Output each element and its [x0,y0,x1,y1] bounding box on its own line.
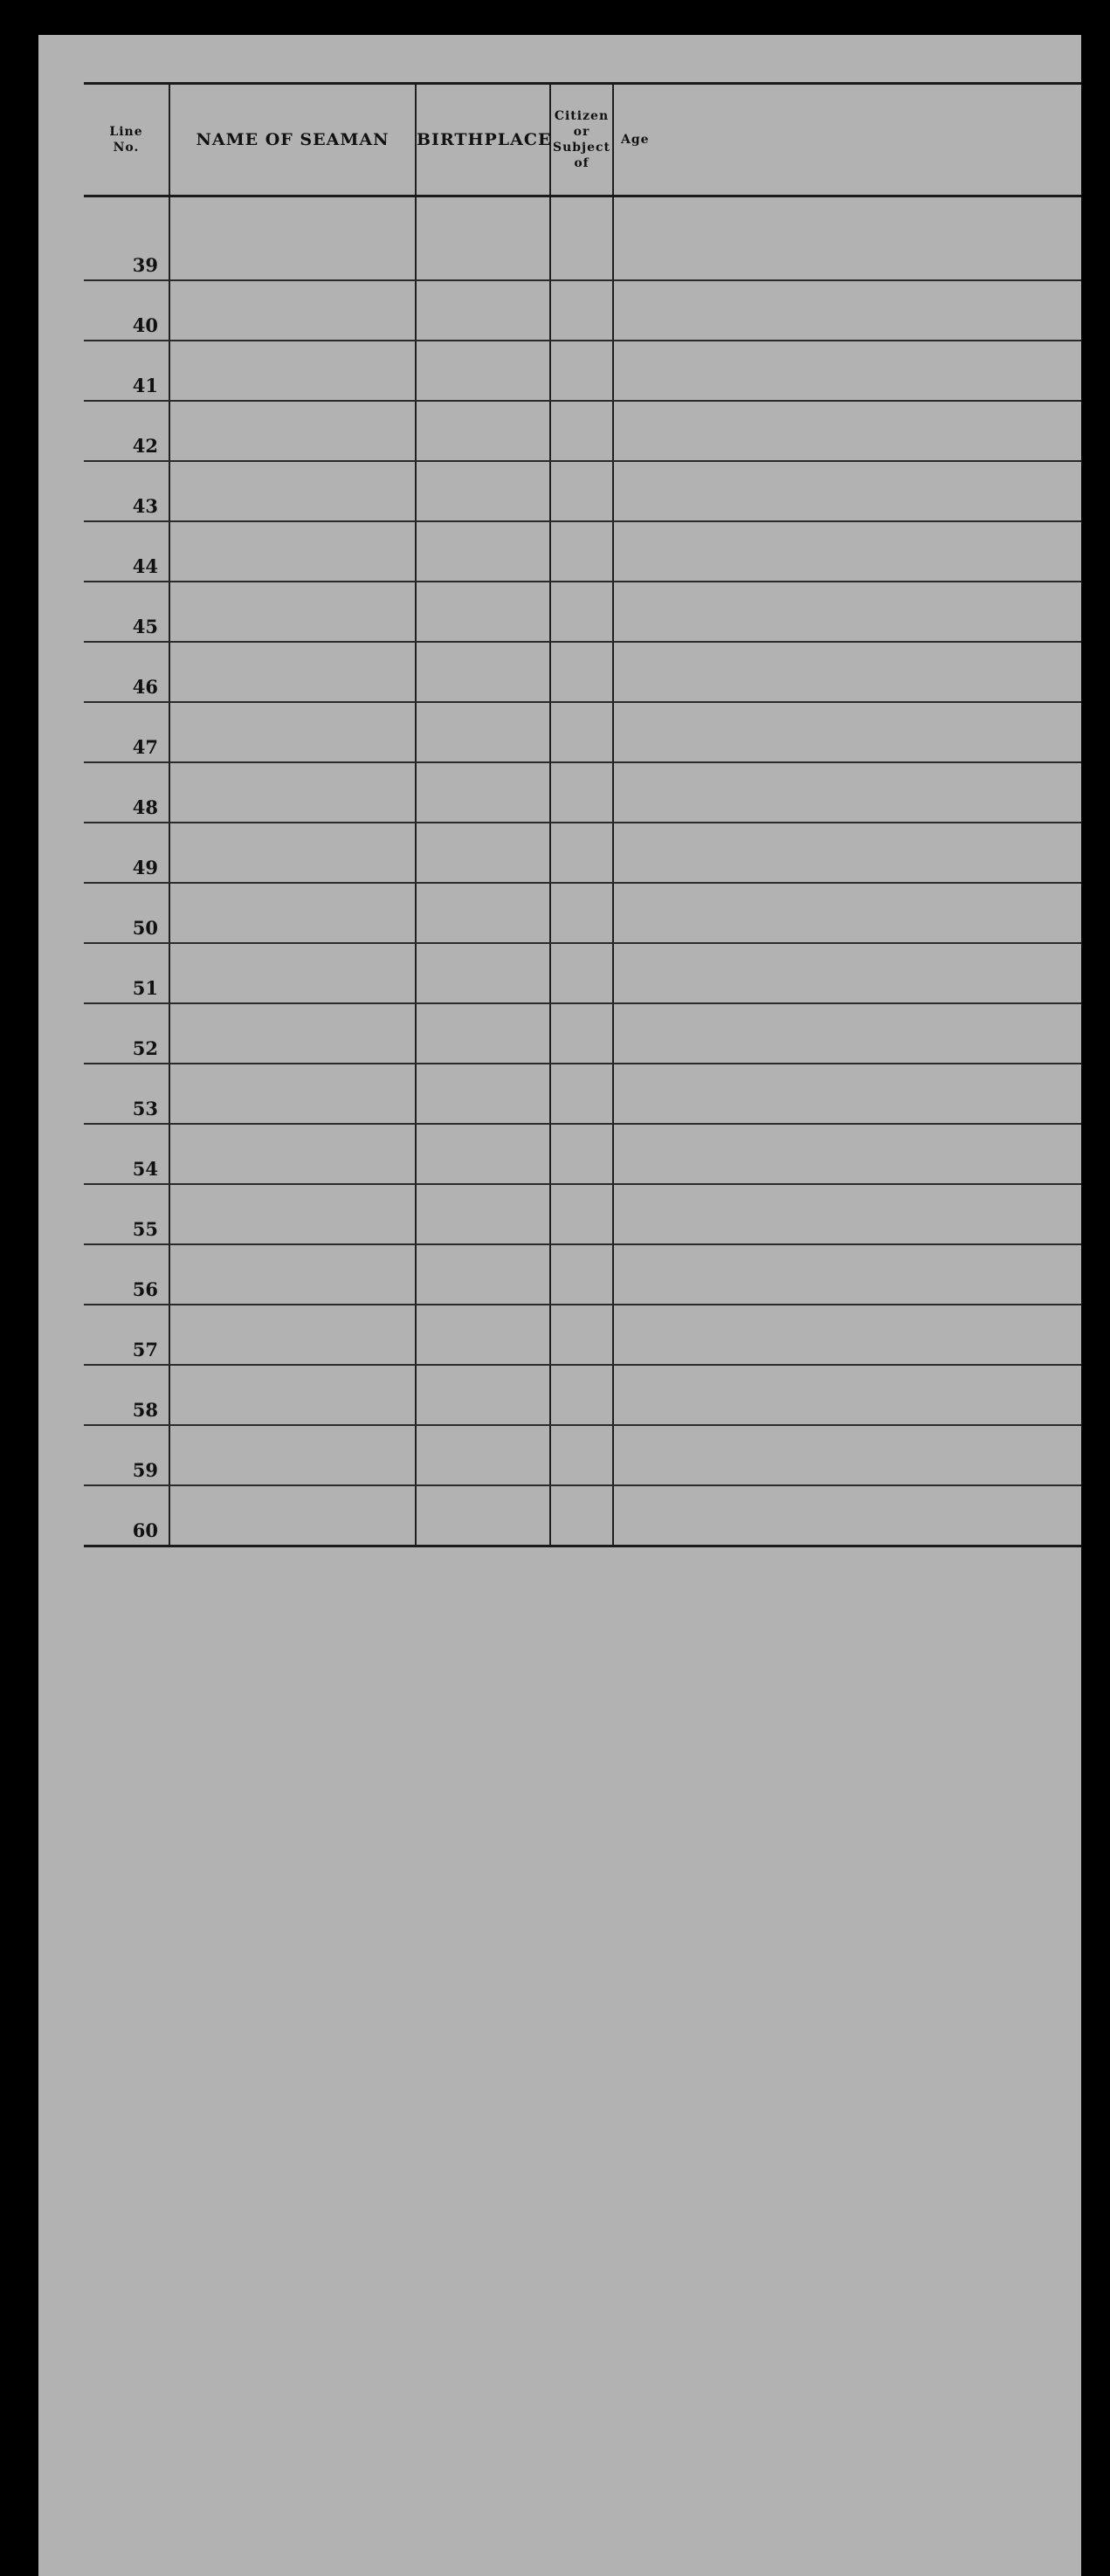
birthplace-cell [416,762,550,823]
age-cell [613,280,1081,341]
line-no: 41 [84,341,169,401]
name-cell [169,1184,416,1244]
header-no-label: No. [113,141,140,155]
citizen-cell [550,762,613,823]
crew-list-table [84,82,1081,1547]
citizen-cell [550,1305,613,1365]
citizen-cell [550,702,613,762]
birthplace-cell [416,1485,550,1546]
citizen-cell [550,401,613,461]
birthplace-cell [416,1064,550,1124]
age-cell [613,762,1081,823]
citizen-cell [550,1064,613,1124]
name-cell [169,642,416,702]
name-cell [169,1124,416,1184]
citizen-cell [550,461,613,521]
line-no: 47 [84,702,169,762]
name-cell [169,1244,416,1305]
age-cell [613,341,1081,401]
name-cell [169,1365,416,1425]
table-row [84,1425,1081,1485]
line-no: 40 [84,280,169,341]
table-row [84,196,1081,281]
name-cell [169,280,416,341]
name-cell [169,582,416,642]
name-cell [169,1003,416,1064]
table-row [84,1485,1081,1546]
birthplace-cell [416,401,550,461]
table-row [84,943,1081,1003]
age-cell [613,1124,1081,1184]
table-row [84,1003,1081,1064]
age-cell [613,1485,1081,1546]
line-no: 39 [84,196,169,281]
citizen-cell [550,823,613,883]
birthplace-cell [416,280,550,341]
name-cell [169,883,416,943]
birthplace-cell [416,1244,550,1305]
table-row [84,582,1081,642]
age-cell [613,401,1081,461]
table-row [84,762,1081,823]
table-row [84,1365,1081,1425]
citizen-cell [550,582,613,642]
age-cell [613,582,1081,642]
birthplace-cell [416,521,550,582]
header-or-word: or [573,125,590,139]
table-row [84,642,1081,702]
table-header-row [84,84,1081,196]
table-row [84,341,1081,401]
table-row [84,1124,1081,1184]
line-no: 43 [84,461,169,521]
line-no: 48 [84,762,169,823]
name-cell [169,943,416,1003]
age-cell [613,1184,1081,1244]
citizen-cell [550,642,613,702]
header-subject-word: Subject [552,141,611,155]
table-row [84,521,1081,582]
citizen-cell [550,1003,613,1064]
line-no: 53 [84,1064,169,1124]
line-no: 57 [84,1305,169,1365]
header-citizen-word: Citizen [554,109,610,123]
line-no: 55 [84,1184,169,1244]
line-no: 50 [84,883,169,943]
line-no: 52 [84,1003,169,1064]
age-cell [613,1064,1081,1124]
birthplace-cell [416,1425,550,1485]
line-no: 49 [84,823,169,883]
citizen-cell [550,943,613,1003]
citizen-cell [550,1425,613,1485]
age-cell [613,521,1081,582]
age-cell [613,1305,1081,1365]
line-no: 60 [84,1485,169,1546]
citizen-cell [550,1184,613,1244]
citizen-cell [550,1244,613,1305]
birthplace-cell [416,1184,550,1244]
name-cell [169,461,416,521]
table-row [84,823,1081,883]
table-row [84,280,1081,341]
line-no: 42 [84,401,169,461]
name-cell [169,1485,416,1546]
citizen-cell [550,1124,613,1184]
birthplace-cell [416,196,550,281]
name-cell [169,521,416,582]
birthplace-cell [416,341,550,401]
header-age: Age [613,84,1081,196]
age-cell [613,1244,1081,1305]
citizen-cell [550,1485,613,1546]
table-row [84,1305,1081,1365]
citizen-cell [550,196,613,281]
birthplace-cell [416,943,550,1003]
age-cell [613,1425,1081,1485]
age-cell [613,702,1081,762]
table-row [84,401,1081,461]
birthplace-cell [416,883,550,943]
age-cell [613,1365,1081,1425]
birthplace-cell [416,1305,550,1365]
line-no: 45 [84,582,169,642]
header-line-label: Line [109,125,143,139]
header-citizen-or-subject-of [550,84,613,196]
header-line-no [84,84,169,196]
citizen-cell [550,1365,613,1425]
age-cell [613,461,1081,521]
name-cell [169,401,416,461]
name-cell [169,341,416,401]
age-cell [613,1003,1081,1064]
table-row [84,461,1081,521]
table-row [84,1064,1081,1124]
line-no: 58 [84,1365,169,1425]
header-of-word: of [574,156,589,170]
birthplace-cell [416,582,550,642]
age-cell [613,642,1081,702]
table-row [84,1184,1081,1244]
header-birthplace: BIRTHPLACE [416,84,550,196]
line-no: 59 [84,1425,169,1485]
table-row [84,1244,1081,1305]
name-cell [169,823,416,883]
birthplace-cell [416,702,550,762]
citizen-cell [550,280,613,341]
line-no: 46 [84,642,169,702]
age-cell [613,196,1081,281]
age-cell [613,883,1081,943]
line-no: 44 [84,521,169,582]
line-no: 54 [84,1124,169,1184]
table-row [84,883,1081,943]
birthplace-cell [416,1124,550,1184]
citizen-cell [550,341,613,401]
line-no: 51 [84,943,169,1003]
header-name-of-seaman: NAME OF SEAMAN [169,84,416,196]
citizen-cell [550,883,613,943]
birthplace-cell [416,823,550,883]
citizen-cell [550,521,613,582]
table-row [84,702,1081,762]
name-cell [169,1305,416,1365]
name-cell [169,1425,416,1485]
age-cell [613,943,1081,1003]
birthplace-cell [416,1003,550,1064]
birthplace-cell [416,642,550,702]
name-cell [169,196,416,281]
name-cell [169,1064,416,1124]
name-cell [169,762,416,823]
birthplace-cell [416,461,550,521]
name-cell [169,702,416,762]
birthplace-cell [416,1365,550,1425]
document-sheet [38,35,1081,2576]
age-cell [613,823,1081,883]
line-no: 56 [84,1244,169,1305]
